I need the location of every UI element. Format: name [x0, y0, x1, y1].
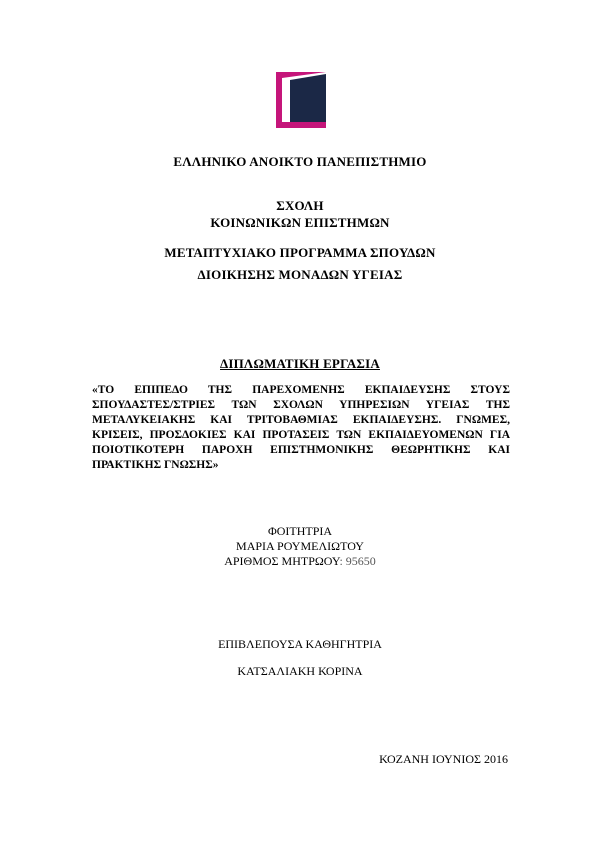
thesis-type: ΔΙΠΛΩΜΑΤΙΚΗ ΕΡΓΑΣΙΑ — [220, 356, 380, 371]
student-name: ΜΑΡΙΑ ΡΟΥΜΕΛΙΩΤΟΥ — [236, 539, 364, 553]
supervisor-label: ΕΠΙΒΛΕΠΟΥΣΑ ΚΑΘΗΓΗΤΡΙΑ — [218, 637, 382, 651]
registration-value: : 95650 — [339, 554, 376, 568]
registration-label: ΑΡΙΘΜΟΣ ΜΗΤΡΩΟΥ — [224, 554, 340, 568]
school-name: ΚΟΙΝΩΝΙΚΩΝ ΕΠΙΣΤΗΜΩΝ — [210, 215, 390, 230]
thesis-title-line: ΚΡΙΣΕΙΣ, ΠΡΟΣΔΟΚΙΕΣ ΚΑΙ ΠΡΟΤΑΣΕΙΣ ΤΩΝ ΕΚΠΑΙΔΕΥΟΜΕΝΩΝ ΓΙΑ — [92, 429, 510, 441]
thesis-title-line: «ΤΟ ΕΠΙΠΕΔΟ ΤΗΣ ΠΑΡΕΧΟΜΕΝΗΣ ΕΚΠΑΙΔΕΥΣΗΣ ΣΤΟΥΣ — [92, 384, 510, 396]
thesis-title — [92, 383, 510, 473]
school-label: ΣΧΟΛΗ — [276, 198, 324, 213]
thesis-title-line: ΜΕΤΑΛΥΚΕΙΑΚΗΣ ΚΑΙ ΤΡΙΤΟΒΑΘΜΙΑΣ ΕΚΠΑΙΔΕΥΣΗΣ. ΓΝΩΜΕΣ, — [92, 414, 510, 426]
place-date: ΚΟΖΑΝΗ ΙΟΥΝΙΟΣ 2016 — [379, 752, 508, 766]
student-label: ΦΟΙΤΗΤΡΙΑ — [267, 524, 333, 538]
university-logo-icon — [276, 72, 326, 128]
thesis-title-line: ΣΠΟΥΔΑΣΤΕΣ/ΣΤΡΙΕΣ ΤΩΝ ΣΧΟΛΩΝ ΥΠΗΡΕΣΙΩΝ ΥΓΕΙΑΣ ΤΗΣ — [92, 399, 510, 411]
thesis-title-line: ΠΟΙΟΤΙΚΟΤΕΡΗ ΠΑΡΟΧΗ ΕΠΙΣΤΗΜΟΝΙΚΗΣ ΘΕΩΡΗΤΙΚΗΣ ΚΑΙ — [92, 444, 510, 456]
program-subject: ΔΙΟΙΚΗΣΗΣ ΜΟΝΑΔΩΝ ΥΓΕΙΑΣ — [197, 267, 403, 282]
thesis-title-line: ΠΡΑΚΤΙΚΗΣ ΓΝΩΣΗΣ» — [92, 459, 219, 471]
supervisor-name: ΚΑΤΣΑΛΙΑΚΗ ΚΟΡΙΝΑ — [237, 664, 363, 678]
university-name: ΕΛΛΗΝΙΚΟ ΑΝΟΙΚΤΟ ΠΑΝΕΠΙΣΤΗΜΙΟ — [173, 154, 427, 169]
program-name: ΜΕΤΑΠΤΥΧΙΑΚΟ ΠΡΟΓΡΑΜΜΑ ΣΠΟΥΔΩΝ — [164, 245, 436, 260]
registration-number — [0, 554, 600, 569]
